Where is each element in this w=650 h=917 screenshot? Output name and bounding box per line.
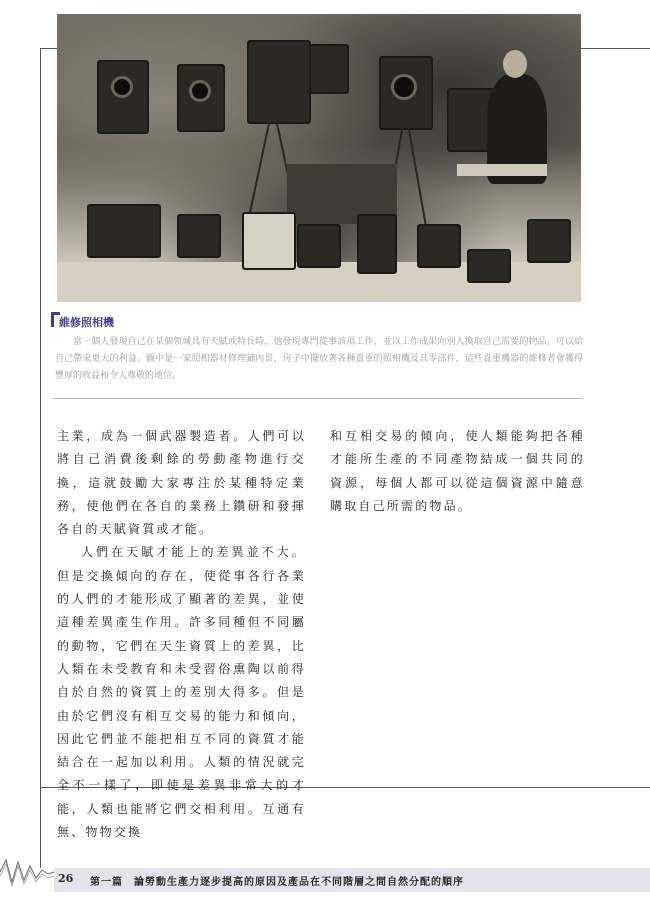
frame-line-top-left [40,48,57,49]
body-paragraph: 人們在天賦才能上的差異並不大。但是交換傾向的存在，使從事各行各業的人們的才能形成了顯著的差異，並使這種差異產生作用。許多同種但不同屬的動物，它們在天生資質上的差異，比人類在未受教育和未受習俗熏陶以前得自於自然的資質上的差別大得多。但是由於它們沒有相互交易的能力和傾向，因此它們並不能把相互不同的資質才能結合在一起加以利用。人類的情況就完全不一樣了，即使是差異非常大的才能，人類也能將它們交相利用。互通有無、物物交換 [57,545,306,840]
photo-table [457,164,547,176]
camera-shape [247,40,311,124]
caption-divider [53,398,583,399]
zigzag-ornament-icon [0,852,60,892]
caption-title: 維修照相機 [59,316,114,329]
caption-body [55,334,583,385]
camera-shape [417,224,461,268]
body-paragraph: 和互相交易的傾向，使人類能夠把各種才能所生產的不同產物結成一個共同的資源，每個人都可以從這個資源中隨意購取自己所需的物品。 [330,429,585,513]
running-footer: 第一篇 論勞動生產力逐步提高的原因及產品在不同階層之間自然分配的順序 [90,877,464,888]
camera-shape [177,214,221,258]
vintage-cameras-photo [57,14,581,302]
camera-shape [87,204,161,258]
body-column-left [57,425,306,844]
camera-shape [242,212,296,270]
camera-lens [189,80,211,102]
frame-line-left [40,48,41,868]
body-column-right [330,425,585,518]
tripod-leg [407,127,428,236]
camera-lens [111,76,133,98]
page-number: 26 [58,872,74,885]
camera-shape [309,44,349,94]
camera-shape [467,249,511,283]
camera-lens [391,74,417,100]
camera-shape [297,224,341,268]
body-paragraph: 主業，成為一個武器製造者。人們可以將自己消費後剩餘的勞動產物進行交換，這就鼓勵大家專注於某種特定業務，使他們在各自的業務上鑽研和發揮各自的天賦資質或才能。 [57,429,306,537]
caption-paragraph: 當一個人發現自己在某個領域具有天賦或特長時，他發現專門從事該項工作，並以工作成果向別人換取自己需要的物品，可以給自己帶來更大的利益。圖中是一家照相器材修理鋪內景，房子中擺放著各種貴重的照相機及其零部件，這些貴重機器的維修者會獲得豐厚的收益和令人尊敬的地位。 [55,337,583,381]
camera-shape [357,214,397,274]
photo-man-face [503,50,527,78]
camera-shape [527,219,571,263]
frame-line-top-right [581,48,650,49]
